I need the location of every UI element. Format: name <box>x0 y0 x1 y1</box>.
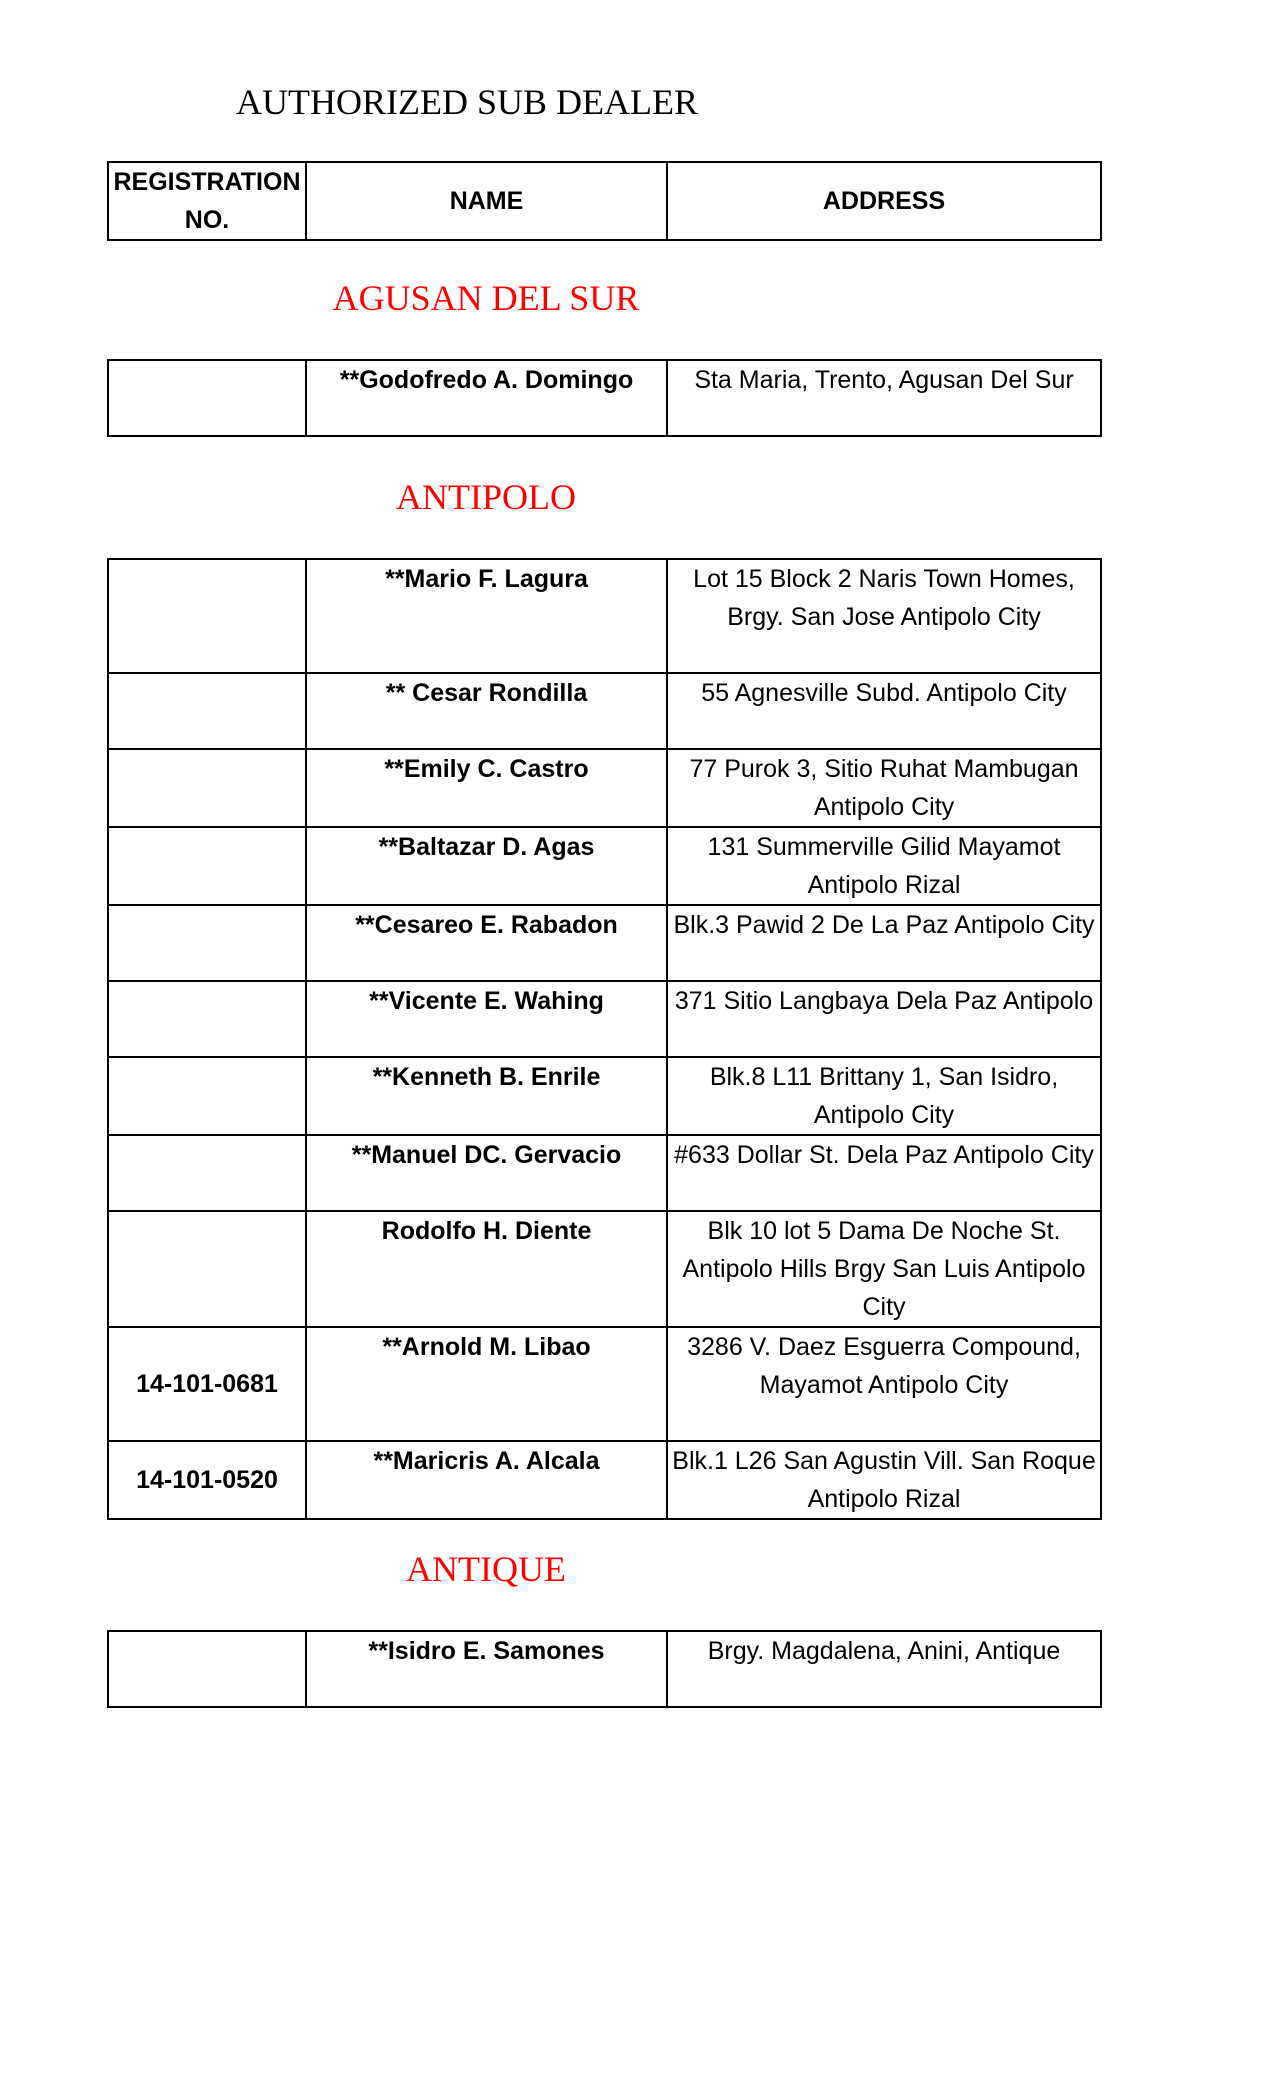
registration-cell <box>108 1135 306 1211</box>
table-row <box>108 1135 1101 1211</box>
name-cell: **Mario F. Lagura <box>306 559 667 673</box>
address-cell: 55 Agnesville Subd. Antipolo City <box>667 673 1101 749</box>
page-title: AUTHORIZED SUB DEALER <box>236 82 698 122</box>
address-cell: Sta Maria, Trento, Agusan Del Sur <box>667 360 1101 436</box>
table-row <box>108 905 1101 981</box>
registration-cell <box>108 749 306 827</box>
name-cell: **Godofredo A. Domingo <box>306 360 667 436</box>
region-heading-agusan-del-sur: AGUSAN DEL SUR <box>332 278 640 318</box>
registration-cell <box>108 1057 306 1135</box>
registration-cell <box>108 1211 306 1327</box>
table-row <box>108 1327 1101 1441</box>
table-row <box>108 1211 1101 1327</box>
address-cell: Blk.1 L26 San Agustin Vill. San Roque Antipolo Rizal <box>667 1441 1101 1519</box>
registration-cell <box>108 673 306 749</box>
address-cell: Blk.8 L11 Brittany 1, San Isidro, Antipolo City <box>667 1057 1101 1135</box>
address-cell: #633 Dollar St. Dela Paz Antipolo City <box>667 1135 1101 1211</box>
table-row <box>108 827 1101 905</box>
address-cell: 131 Summerville Gilid Mayamot Antipolo Rizal <box>667 827 1101 905</box>
dealer-table-agusan-del-sur <box>107 359 1102 437</box>
header-registration: REGISTRATION NO. <box>108 162 306 240</box>
table-row <box>108 1441 1101 1519</box>
table-row <box>108 749 1101 827</box>
address-cell: Blk.3 Pawid 2 De La Paz Antipolo City <box>667 905 1101 981</box>
name-cell: **Cesareo E. Rabadon <box>306 905 667 981</box>
registration-cell <box>108 1631 306 1707</box>
name-cell: ** Cesar Rondilla <box>306 673 667 749</box>
address-cell: Lot 15 Block 2 Naris Town Homes, Brgy. San Jose Antipolo City <box>667 559 1101 673</box>
name-cell: **Maricris A. Alcala <box>306 1441 667 1519</box>
name-cell: **Baltazar D. Agas <box>306 827 667 905</box>
region-heading-antipolo: ANTIPOLO <box>396 477 576 517</box>
registration-cell <box>108 905 306 981</box>
table-row <box>108 673 1101 749</box>
name-cell: **Isidro E. Samones <box>306 1631 667 1707</box>
address-cell: Blk 10 lot 5 Dama De Noche St. Antipolo Hills Brgy San Luis Antipolo City <box>667 1211 1101 1327</box>
registration-cell <box>108 559 306 673</box>
table-row <box>108 1057 1101 1135</box>
header-address: ADDRESS <box>667 162 1101 240</box>
table-row <box>108 559 1101 673</box>
region-heading-antique: ANTIQUE <box>406 1549 566 1589</box>
name-cell: Rodolfo H. Diente <box>306 1211 667 1327</box>
name-cell: **Kenneth B. Enrile <box>306 1057 667 1135</box>
table-row <box>108 981 1101 1057</box>
dealer-table-antique <box>107 1630 1102 1708</box>
registration-cell: 14-101-0520 <box>108 1441 306 1519</box>
header-table <box>107 161 1102 241</box>
address-cell: 371 Sitio Langbaya Dela Paz Antipolo <box>667 981 1101 1057</box>
address-cell: Brgy. Magdalena, Anini, Antique <box>667 1631 1101 1707</box>
table-row <box>108 1631 1101 1707</box>
name-cell: **Vicente E. Wahing <box>306 981 667 1057</box>
header-name: NAME <box>306 162 667 240</box>
registration-cell <box>108 360 306 436</box>
registration-cell <box>108 827 306 905</box>
registration-cell: 14-101-0681 <box>108 1327 306 1441</box>
name-cell: **Manuel DC. Gervacio <box>306 1135 667 1211</box>
name-cell: **Arnold M. Libao <box>306 1327 667 1441</box>
address-cell: 77 Purok 3, Sitio Ruhat Mambugan Antipolo City <box>667 749 1101 827</box>
address-cell: 3286 V. Daez Esguerra Compound, Mayamot Antipolo City <box>667 1327 1101 1441</box>
header-row <box>108 162 1101 240</box>
registration-cell <box>108 981 306 1057</box>
dealer-table-antipolo <box>107 558 1102 1520</box>
name-cell: **Emily C. Castro <box>306 749 667 827</box>
table-row <box>108 360 1101 436</box>
